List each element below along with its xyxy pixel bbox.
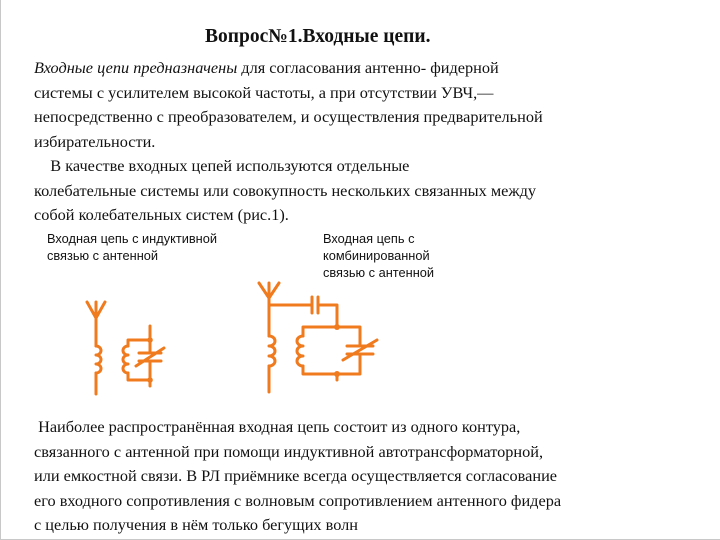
antenna-icon [87,302,105,318]
antenna-icon [259,283,279,298]
paragraph-line: избирательности. [34,131,156,151]
junction-dot [334,324,340,330]
caption-line: связью с антенной [323,265,435,280]
paragraph-line: его входного сопротивления с волновым сопротивлением антенного фидера [34,490,562,510]
primary-coil [96,346,101,373]
paragraph-line: с целью получения в нём только бегущих волн [34,515,358,534]
caption-line: Входная цепь с [323,231,415,246]
paragraph-line: собой колебательных систем (рис.1). [34,205,289,224]
junction-dot [147,377,153,383]
secondary-coil [123,346,128,373]
paragraph-line: непосредственно с преобразователем, и осуществления предварительной [34,107,543,126]
paragraph-line: Наиболее распространённая входная цепь состоит из одного контура, [34,417,521,436]
contour-wire [303,327,360,374]
circuit-combined-coupling [259,283,377,392]
coupling-wire [318,305,337,327]
paragraph-line: или емкостной связи. В РЛ приёмнике всегда осуществляется согласование [34,466,558,485]
secondary-coil [297,336,303,366]
caption-line: комбинированной [323,248,430,263]
circuit-inductive-coupling [87,302,164,394]
paragraph-line: В качестве входных цепей используются отдельные [34,156,410,175]
junction-dot [147,337,153,343]
primary-coil [269,336,275,366]
junction-dot [334,371,340,377]
slide-title: Вопрос№1.Входные цепи. [205,26,431,47]
caption-line: Входная цепь с индуктивной [47,231,217,246]
caption-line: связью с антенной [47,248,159,263]
paragraph-line: колебательные системы или совокупность нескольких связанных между [34,180,537,200]
paragraph-line: связанного с антенной при помощи индуктивной автотрансформаторной, [34,441,544,461]
paragraph-common-circuit [34,415,694,538]
italic-term: Входные цепи предназначены [34,58,238,77]
paragraph-line: системы с усилителем высокой частоты, а при отсутствии УВЧ,— [34,82,494,102]
line-text: для согласования антенно- фидерной [237,58,499,77]
